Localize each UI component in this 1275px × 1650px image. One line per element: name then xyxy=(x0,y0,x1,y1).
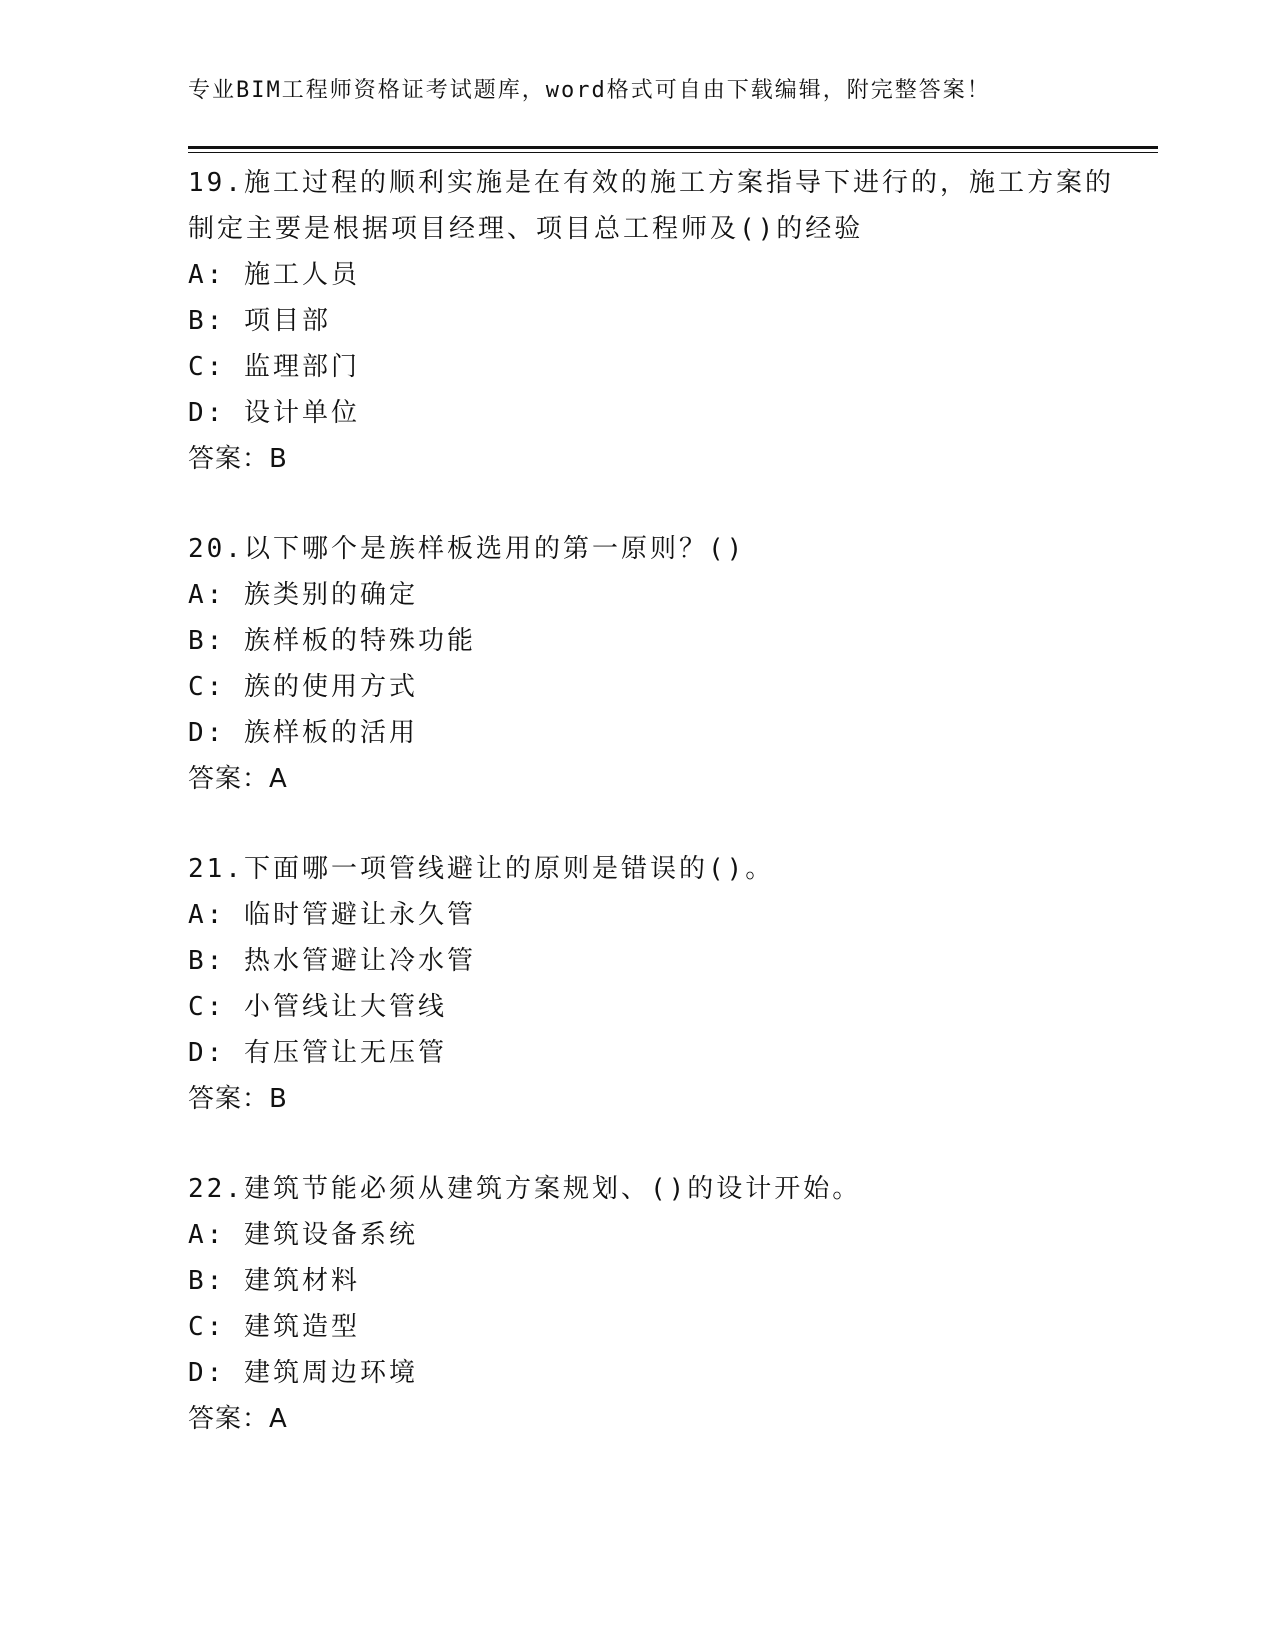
question-list xyxy=(188,160,1118,1442)
option-c: C: 小管线让大管线 xyxy=(188,992,447,1022)
question-21 xyxy=(188,846,1118,1122)
page-header: 专业BIM工程师资格证考试题库，word格式可自由下载编辑，附完整答案！ xyxy=(188,78,991,103)
question-stem: 22.建筑节能必须从建筑方案规划、()的设计开始。 xyxy=(188,1174,862,1204)
answer-line: 答案：A xyxy=(188,764,288,794)
option-d: D: 设计单位 xyxy=(188,398,360,428)
question-stem: 19.施工过程的顺利实施是在有效的施工方案指导下进行的，施工方案的制定主要是根据项目经理、项目总工程师及()的经验 xyxy=(188,168,1114,244)
answer-line: 答案：B xyxy=(188,1084,288,1114)
question-22 xyxy=(188,1166,1118,1442)
option-d: D: 有压管让无压管 xyxy=(188,1038,447,1068)
option-b: B: 建筑材料 xyxy=(188,1266,360,1296)
option-d: D: 建筑周边环境 xyxy=(188,1358,418,1388)
answer-line: 答案：B xyxy=(188,444,288,474)
header-divider-thin xyxy=(188,152,1158,153)
question-stem: 20.以下哪个是族样板选用的第一原则？() xyxy=(188,534,746,564)
option-d: D: 族样板的活用 xyxy=(188,718,418,748)
option-b: B: 族样板的特殊功能 xyxy=(188,626,476,656)
option-a: A: 临时管避让永久管 xyxy=(188,900,476,930)
question-20 xyxy=(188,526,1118,802)
header-divider-thick xyxy=(188,146,1158,149)
option-c: C: 建筑造型 xyxy=(188,1312,360,1342)
option-c: C: 族的使用方式 xyxy=(188,672,418,702)
answer-line: 答案：A xyxy=(188,1404,288,1434)
question-stem: 21.下面哪一项管线避让的原则是错误的()。 xyxy=(188,854,775,884)
option-a: A: 施工人员 xyxy=(188,260,360,290)
option-a: A: 族类别的确定 xyxy=(188,580,418,610)
option-b: B: 热水管避让冷水管 xyxy=(188,946,476,976)
option-a: A: 建筑设备系统 xyxy=(188,1220,418,1250)
question-19 xyxy=(188,160,1118,482)
option-b: B: 项目部 xyxy=(188,306,331,336)
option-c: C: 监理部门 xyxy=(188,352,360,382)
